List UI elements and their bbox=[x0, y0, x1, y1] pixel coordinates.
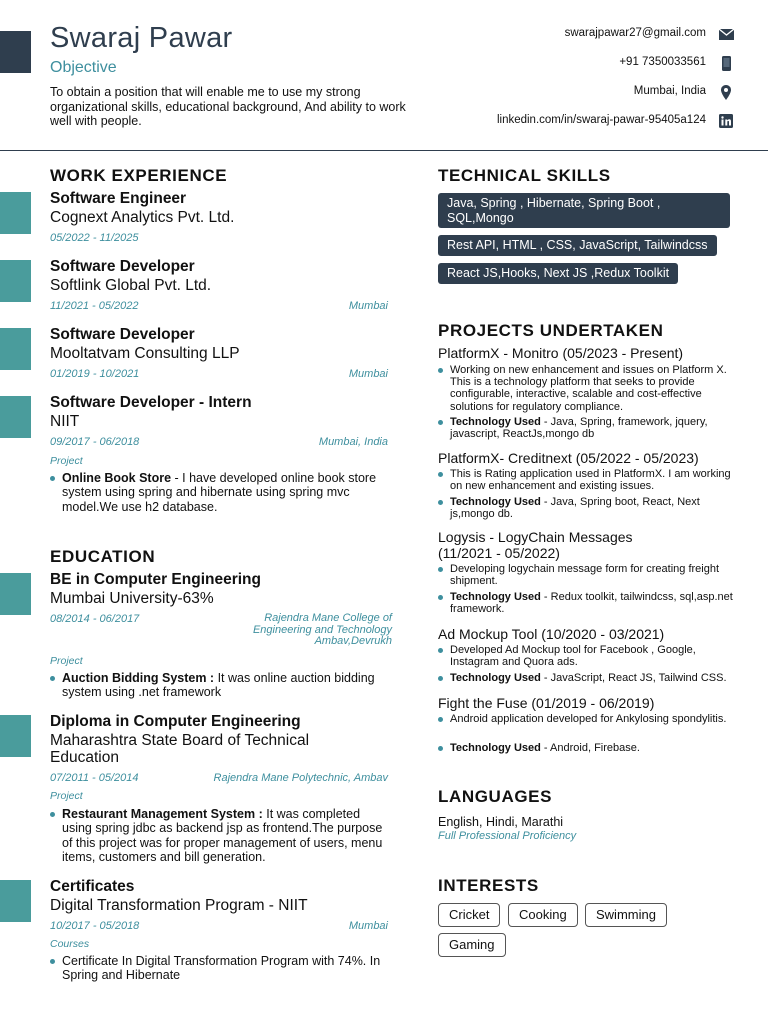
education-marker bbox=[0, 573, 31, 615]
project-tech bbox=[438, 742, 736, 754]
job-company: Cognext Analytics Pvt. Ltd. bbox=[50, 209, 235, 226]
technology-list: - JavaScript, React JS, Tailwind CSS. bbox=[540, 672, 727, 684]
school-name: Mumbai University-63% bbox=[50, 590, 214, 607]
project-name: Online Book Store bbox=[62, 471, 172, 485]
education-location: Rajendra Mane College of Engineering and Technology Ambav,Devrukh bbox=[252, 612, 392, 647]
certificate-program: Digital Transformation Program - NIIT bbox=[50, 897, 308, 914]
project-tech bbox=[438, 416, 736, 440]
technology-label: Technology Used bbox=[450, 672, 541, 684]
objective-text: To obtain a position that will enable me to use my strong organizational skills, educational background, And ability to work well with people. bbox=[50, 85, 406, 128]
technology-list: - Redux toolkit, tailwindcss, sql,asp.net framework. bbox=[450, 591, 733, 616]
technology-label: Technology Used bbox=[450, 591, 541, 603]
location-text: Mumbai, India bbox=[633, 85, 706, 97]
candidate-name: Swaraj Pawar bbox=[50, 22, 233, 54]
job-title: Software Developer bbox=[50, 258, 195, 275]
phone-text[interactable]: +91 7350033561 bbox=[619, 56, 706, 68]
education-marker bbox=[0, 715, 31, 757]
project-label: Project bbox=[50, 790, 83, 802]
project-description: It was completed using spring jdbc as backend jsp as frontend.The purpose of this project was for proper management of users, menu items, customers and bill generation. bbox=[62, 807, 383, 864]
job-dates: 11/2021 - 05/2022 bbox=[50, 300, 139, 312]
education-dates: 07/2011 - 05/2014 bbox=[50, 772, 139, 784]
project-heading: Ad Mockup Tool (10/2020 - 03/2021) bbox=[438, 626, 665, 642]
education-dates: 08/2014 - 06/2017 bbox=[50, 613, 140, 625]
job-title: Software Developer - Intern bbox=[50, 394, 252, 411]
project-description: Developed Ad Mockup tool for Facebook , Google, Instagram and Quora ads. bbox=[438, 644, 736, 668]
project-description: Android application developed for Ankylosing spondylitis. bbox=[438, 713, 736, 725]
job-location: Mumbai bbox=[348, 368, 388, 380]
project-tech bbox=[438, 591, 736, 615]
linkedin-icon bbox=[718, 113, 734, 129]
project-bullet bbox=[50, 471, 390, 514]
project-tech bbox=[438, 496, 736, 520]
work-experience-heading: WORK EXPERIENCE bbox=[50, 166, 228, 185]
certificate-dates: 10/2017 - 05/2018 bbox=[50, 920, 140, 932]
job-location: Mumbai, India bbox=[318, 436, 388, 448]
skill-chip: Java, Spring , Hibernate, Spring Boot , SQL,Mongo bbox=[438, 193, 730, 228]
job-marker bbox=[0, 192, 31, 234]
project-heading: PlatformX - Monitro (05/2023 - Present) bbox=[438, 345, 684, 361]
project-heading: Fight the Fuse (01/2019 - 06/2019) bbox=[438, 695, 655, 711]
interests-heading: INTERESTS bbox=[438, 876, 539, 895]
job-company: Mooltatvam Consulting LLP bbox=[50, 345, 240, 362]
technology-label: Technology Used bbox=[450, 496, 541, 508]
project-description: Developing logychain message form for creating freight shipment. bbox=[438, 563, 736, 587]
languages-heading: LANGUAGES bbox=[438, 787, 553, 806]
project-label: Project bbox=[50, 655, 83, 667]
certificate-marker bbox=[0, 880, 31, 922]
project-heading: PlatformX- Creditnext (05/2022 - 05/2023) bbox=[438, 450, 699, 466]
linkedin-text[interactable]: linkedin.com/in/swaraj-pawar-95405a124 bbox=[496, 114, 706, 126]
school-name: Maharashtra State Board of Technical Education bbox=[50, 732, 310, 766]
project-description: This is Rating application used in PlatformX. I am working on new enhancement and existing issues. bbox=[438, 468, 736, 492]
interest-tag: Cooking bbox=[508, 903, 578, 927]
projects-heading: PROJECTS UNDERTAKEN bbox=[438, 321, 664, 340]
job-dates: 05/2022 - 11/2025 bbox=[50, 232, 139, 244]
location-pin-icon bbox=[718, 84, 734, 100]
technology-label: Technology Used bbox=[450, 742, 541, 754]
job-marker bbox=[0, 328, 31, 370]
project-label: Project bbox=[50, 455, 83, 467]
project-name: Restaurant Management System : bbox=[62, 807, 263, 821]
certificates-title: Certificates bbox=[50, 878, 135, 895]
objective-title: Objective bbox=[50, 59, 117, 76]
phone-icon bbox=[718, 55, 734, 71]
project-tech bbox=[438, 672, 736, 684]
project-bullet bbox=[50, 671, 390, 700]
interest-tag: Cricket bbox=[438, 903, 500, 927]
job-company: NIIT bbox=[50, 413, 80, 430]
courses-label: Courses bbox=[50, 938, 90, 950]
job-location: Mumbai bbox=[348, 300, 388, 312]
job-marker bbox=[0, 260, 31, 302]
job-company: Softlink Global Pvt. Ltd. bbox=[50, 277, 212, 294]
technology-list: - Java, Spring boot, React, Next js,mongo db. bbox=[450, 496, 700, 521]
education-location: Rajendra Mane Polytechnic, Ambav bbox=[213, 772, 388, 784]
header-accent-bar bbox=[0, 31, 31, 73]
email-text[interactable]: swarajpawar27@gmail.com bbox=[564, 27, 706, 39]
course-bullet: Certificate In Digital Transformation Program with 74%. In Spring and Hibernate bbox=[50, 954, 390, 983]
education-heading: EDUCATION bbox=[50, 547, 156, 566]
technology-label: Technology Used bbox=[450, 416, 541, 428]
project-name: Auction Bidding System : bbox=[62, 671, 215, 685]
degree-title: Diploma in Computer Engineering bbox=[50, 713, 301, 730]
job-title: Software Engineer bbox=[50, 190, 187, 207]
project-description: It was online auction bidding system using .net framework bbox=[62, 671, 375, 700]
technology-list: - Java, Spring, framework, jquery, javascript, ReactJs,mongo db bbox=[450, 416, 708, 441]
project-description: Working on new enhancement and issues on Platform X. This is a technology platform that seeks to provide configurable, interactive, scalable and cost-effective solutions for regulatory compliance. bbox=[438, 364, 736, 413]
technology-list: - Android, Firebase. bbox=[540, 742, 640, 754]
job-title: Software Developer bbox=[50, 326, 195, 343]
project-heading: Logysis - LogyChain Messages (11/2021 - 05/2022) bbox=[438, 529, 633, 561]
envelope-icon bbox=[718, 26, 734, 42]
job-marker bbox=[0, 396, 31, 438]
interest-tag: Gaming bbox=[438, 933, 506, 957]
project-description: - I have developed online book store system using spring and hibernate using spring mvc model.We use h2 database. bbox=[62, 471, 377, 514]
project-bullet bbox=[50, 807, 385, 864]
certificate-location: Mumbai bbox=[348, 920, 388, 932]
skill-chip: Rest API, HTML , CSS, JavaScript, Tailwindcss bbox=[438, 235, 717, 256]
job-dates: 09/2017 - 06/2018 bbox=[50, 436, 140, 448]
languages-list: English, Hindi, Marathi bbox=[438, 815, 564, 829]
technical-skills-heading: TECHNICAL SKILLS bbox=[438, 166, 611, 185]
job-dates: 01/2019 - 10/2021 bbox=[50, 368, 140, 380]
degree-title: BE in Computer Engineering bbox=[50, 571, 261, 588]
interest-tag: Swimming bbox=[585, 903, 667, 927]
skill-chip: React JS,Hooks, Next JS ,Redux Toolkit bbox=[438, 263, 678, 284]
language-proficiency: Full Professional Proficiency bbox=[438, 830, 577, 842]
header-divider bbox=[0, 150, 768, 151]
